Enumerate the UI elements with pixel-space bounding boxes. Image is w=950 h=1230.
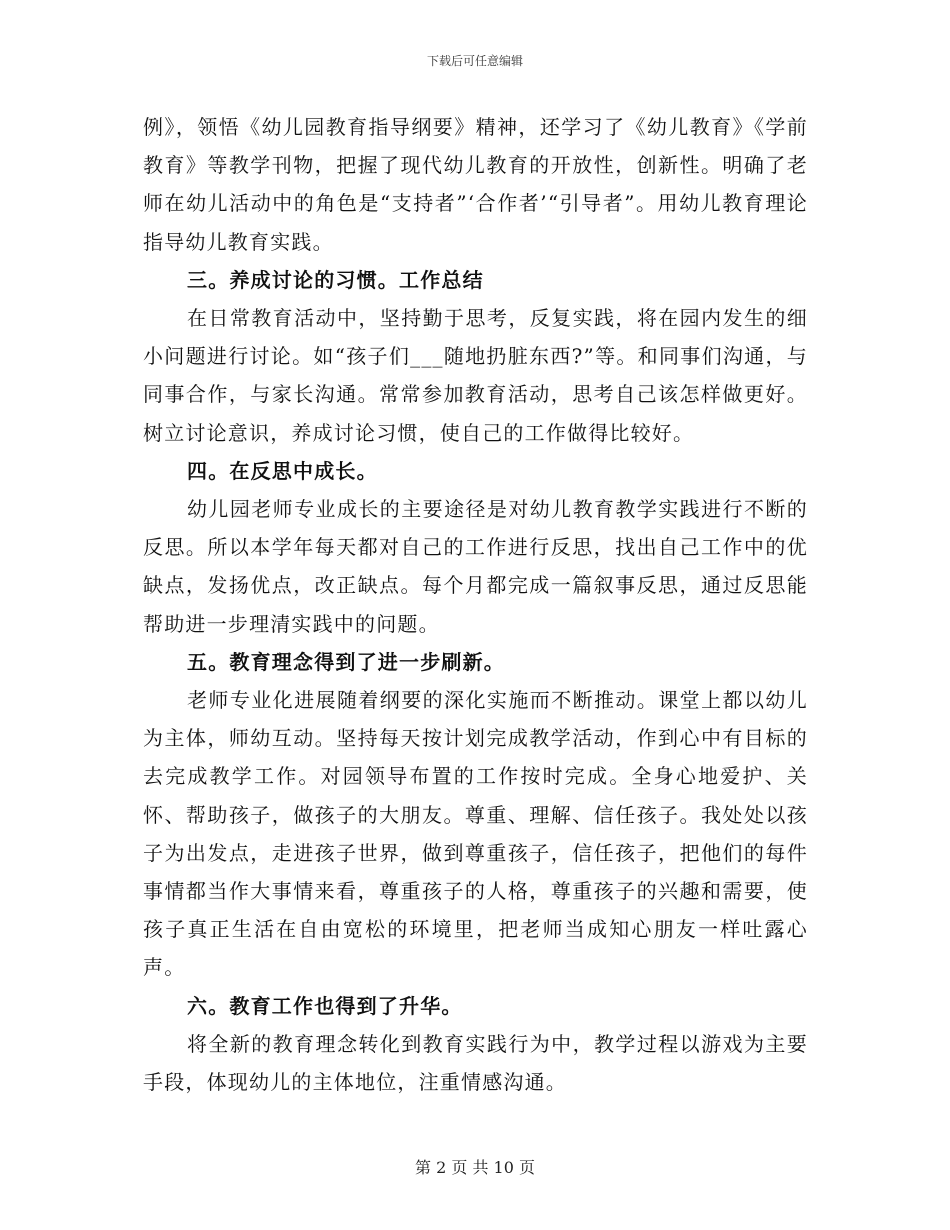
section-heading: 五。教育理念得到了进一步刷新。 [187, 649, 505, 674]
paragraph: 老师专业化进展随着纲要的深化实施而不断推动。课堂上都以幼儿为主体，师幼互动。坚持每天按计划完成教学活动，作到心中有目标的去完成教学工作。对园领导布置的工作按时完成。全身心地爱护、关怀、帮助孩子，做孩子的大朋友。尊重、理解、信任孩子。我处处以孩子为出发点，走进孩子世界，做到尊重孩子，信任孩子，把他们的每件事情都当作大事情来看，尊重孩子的人格，尊重孩子的兴趣和需要，使孩子真正生活在自由宽松的环境里，把老师当成知心朋友一样吐露心声。 [143, 688, 808, 980]
page-number: 第 2 页 共 10 页 [415, 1158, 535, 1177]
document-body [143, 108, 808, 1101]
section-heading: 三。养成讨论的习惯。工作总结 [187, 267, 484, 292]
paragraph: 例》，领悟《幼儿园教育指导纲要》精神，还学习了《幼儿教育》《学前教育》等教学刊物，把握了现代幼儿教育的开放性，创新性。明确了老师在幼儿活动中的角色是“支持者”‘合作者’“引导者”。用幼儿教育理论指导幼儿教育实践。 [143, 115, 808, 254]
paragraph: 幼儿园老师专业成长的主要途径是对幼儿教育教学实践进行不断的反思。所以本学年每天都对自己的工作进行反思，找出自己工作中的优缺点，发扬优点，改正缺点。每个月都完成一篇叙事反思，通过反思能帮助进一步理清实践中的问题。 [143, 497, 808, 636]
page-header: 下载后可任意编辑 [426, 54, 523, 68]
section-heading: 六。教育工作也得到了升华。 [187, 993, 463, 1018]
paragraph: 将全新的教育理念转化到教育实践行为中，教学过程以游戏为主要手段，体现幼儿的主体地位，注重情感沟通。 [143, 1031, 808, 1095]
paragraph: 在日常教育活动中，坚持勤于思考，反复实践，将在园内发生的细小问题进行讨论。如“孩子们___随地扔脏东西?”等。和同事们沟通，与同事合作，与家长沟通。常常参加教育活动，思考自己该怎样做更好。树立讨论意识，养成讨论习惯，使自己的工作做得比较好。 [143, 306, 808, 445]
section-heading: 四。在反思中成长。 [187, 458, 378, 483]
